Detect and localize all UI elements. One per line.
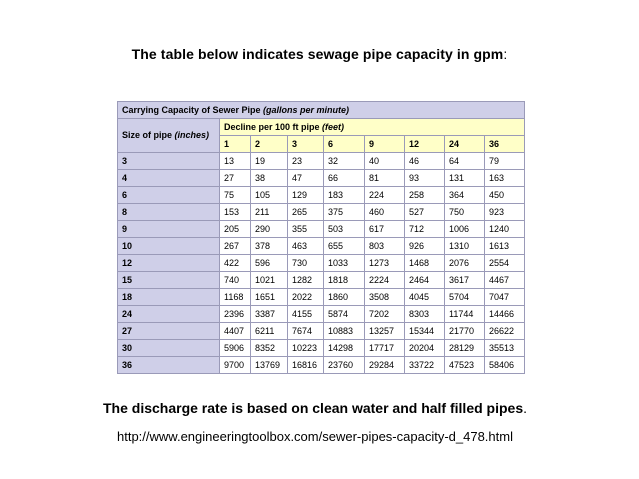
capacity-value-cell: 66 — [324, 170, 365, 187]
capacity-value-cell: 364 — [445, 187, 485, 204]
capacity-value-cell: 3617 — [445, 272, 485, 289]
capacity-value-cell: 375 — [324, 204, 365, 221]
capacity-value-cell: 46 — [405, 153, 445, 170]
capacity-value-cell: 163 — [485, 170, 525, 187]
capacity-value-cell: 1282 — [288, 272, 324, 289]
capacity-value-cell: 183 — [324, 187, 365, 204]
capacity-value-cell: 1468 — [405, 255, 445, 272]
pipe-size-cell: 27 — [118, 323, 220, 340]
pipe-size-cell: 3 — [118, 153, 220, 170]
discharge-note — [0, 400, 630, 416]
capacity-value-cell: 2554 — [485, 255, 525, 272]
heading-text: The table below indicates sewage pipe capacity in gpm — [131, 46, 504, 62]
capacity-value-cell: 6211 — [251, 323, 288, 340]
table-row — [118, 306, 525, 323]
capacity-value-cell: 4045 — [405, 289, 445, 306]
capacity-value-cell: 35513 — [485, 340, 525, 357]
capacity-value-cell: 105 — [251, 187, 288, 204]
capacity-value-cell: 2022 — [288, 289, 324, 306]
decline-column-header: 12 — [405, 136, 445, 153]
capacity-value-cell: 15344 — [405, 323, 445, 340]
capacity-value-cell: 29284 — [365, 357, 405, 374]
capacity-value-cell: 926 — [405, 238, 445, 255]
capacity-value-cell: 23760 — [324, 357, 365, 374]
capacity-value-cell: 1240 — [485, 221, 525, 238]
capacity-value-cell: 4407 — [220, 323, 251, 340]
capacity-value-cell: 153 — [220, 204, 251, 221]
capacity-table — [117, 101, 525, 374]
decline-column-header: 3 — [288, 136, 324, 153]
capacity-value-cell: 224 — [365, 187, 405, 204]
capacity-value-cell: 16816 — [288, 357, 324, 374]
capacity-value-cell: 503 — [324, 221, 365, 238]
table-row — [118, 357, 525, 374]
table-row — [118, 289, 525, 306]
capacity-value-cell: 8303 — [405, 306, 445, 323]
pipe-size-cell: 9 — [118, 221, 220, 238]
table-row — [118, 255, 525, 272]
capacity-value-cell: 712 — [405, 221, 445, 238]
capacity-value-cell: 730 — [288, 255, 324, 272]
capacity-value-cell: 64 — [445, 153, 485, 170]
capacity-value-cell: 617 — [365, 221, 405, 238]
pipe-size-cell: 30 — [118, 340, 220, 357]
capacity-value-cell: 2464 — [405, 272, 445, 289]
pipe-size-cell: 15 — [118, 272, 220, 289]
table-row — [118, 238, 525, 255]
capacity-value-cell: 7202 — [365, 306, 405, 323]
capacity-value-cell: 450 — [485, 187, 525, 204]
capacity-value-cell: 79 — [485, 153, 525, 170]
capacity-value-cell: 3508 — [365, 289, 405, 306]
capacity-value-cell: 422 — [220, 255, 251, 272]
capacity-value-cell: 463 — [288, 238, 324, 255]
capacity-value-cell: 40 — [365, 153, 405, 170]
capacity-value-cell: 1273 — [365, 255, 405, 272]
capacity-value-cell: 4467 — [485, 272, 525, 289]
capacity-value-cell: 1021 — [251, 272, 288, 289]
capacity-value-cell: 460 — [365, 204, 405, 221]
capacity-value-cell: 1006 — [445, 221, 485, 238]
size-header-main: Size of pipe — [122, 130, 175, 140]
capacity-value-cell: 81 — [365, 170, 405, 187]
decline-column-header: 1 — [220, 136, 251, 153]
capacity-value-cell: 4155 — [288, 306, 324, 323]
capacity-value-cell: 129 — [288, 187, 324, 204]
pipe-size-cell: 8 — [118, 204, 220, 221]
capacity-value-cell: 1613 — [485, 238, 525, 255]
capacity-value-cell: 47 — [288, 170, 324, 187]
capacity-value-cell: 7674 — [288, 323, 324, 340]
capacity-value-cell: 58406 — [485, 357, 525, 374]
decline-header-unit: (feet) — [322, 121, 345, 132]
table-title-row — [118, 102, 525, 119]
decline-column-header: 9 — [365, 136, 405, 153]
capacity-value-cell: 1168 — [220, 289, 251, 306]
table-row — [118, 221, 525, 238]
capacity-value-cell: 13769 — [251, 357, 288, 374]
source-url: http://www.engineeringtoolbox.com/sewer-pipes-capacity-d_478.html — [117, 429, 513, 444]
note-text: The discharge rate is based on clean water and half filled pipes — [102, 400, 524, 416]
capacity-value-cell: 655 — [324, 238, 365, 255]
pipe-size-cell: 36 — [118, 357, 220, 374]
capacity-value-cell: 7047 — [485, 289, 525, 306]
decline-column-header: 24 — [445, 136, 485, 153]
capacity-value-cell: 17717 — [365, 340, 405, 357]
capacity-value-cell: 13 — [220, 153, 251, 170]
capacity-value-cell: 10223 — [288, 340, 324, 357]
capacity-value-cell: 1818 — [324, 272, 365, 289]
pipe-size-cell: 10 — [118, 238, 220, 255]
capacity-value-cell: 47523 — [445, 357, 485, 374]
capacity-value-cell: 14298 — [324, 340, 365, 357]
table-row — [118, 272, 525, 289]
capacity-value-cell: 740 — [220, 272, 251, 289]
capacity-value-cell: 27 — [220, 170, 251, 187]
decline-header-row — [118, 119, 525, 136]
decline-column-header: 2 — [251, 136, 288, 153]
capacity-value-cell: 33722 — [405, 357, 445, 374]
table-row — [118, 187, 525, 204]
capacity-value-cell: 527 — [405, 204, 445, 221]
note-suffix: . — [523, 400, 527, 416]
capacity-value-cell: 3387 — [251, 306, 288, 323]
capacity-value-cell: 19 — [251, 153, 288, 170]
pipe-size-cell: 4 — [118, 170, 220, 187]
capacity-value-cell: 23 — [288, 153, 324, 170]
decline-column-header: 6 — [324, 136, 365, 153]
capacity-table-container — [117, 101, 525, 374]
table-title-unit: (gallons per minute) — [263, 104, 350, 115]
heading-suffix: : — [503, 46, 508, 62]
capacity-value-cell: 131 — [445, 170, 485, 187]
page-heading — [0, 46, 639, 62]
capacity-value-cell: 8352 — [251, 340, 288, 357]
capacity-value-cell: 596 — [251, 255, 288, 272]
capacity-value-cell: 32 — [324, 153, 365, 170]
pipe-size-cell: 18 — [118, 289, 220, 306]
decline-column-header: 36 — [485, 136, 525, 153]
capacity-value-cell: 14466 — [485, 306, 525, 323]
decline-header-main: Decline per 100 ft pipe — [224, 121, 323, 132]
pipe-size-cell: 12 — [118, 255, 220, 272]
pipe-size-cell: 6 — [118, 187, 220, 204]
size-column-header — [118, 119, 220, 153]
capacity-value-cell: 1310 — [445, 238, 485, 255]
capacity-value-cell: 290 — [251, 221, 288, 238]
table-row — [118, 340, 525, 357]
capacity-value-cell: 20204 — [405, 340, 445, 357]
table-title — [118, 102, 525, 119]
capacity-value-cell: 378 — [251, 238, 288, 255]
capacity-value-cell: 205 — [220, 221, 251, 238]
capacity-value-cell: 2076 — [445, 255, 485, 272]
capacity-value-cell: 355 — [288, 221, 324, 238]
capacity-value-cell: 265 — [288, 204, 324, 221]
table-row — [118, 323, 525, 340]
capacity-value-cell: 10883 — [324, 323, 365, 340]
table-title-main: Carrying Capacity of Sewer Pipe — [122, 104, 264, 115]
capacity-value-cell: 13257 — [365, 323, 405, 340]
capacity-value-cell: 2396 — [220, 306, 251, 323]
capacity-value-cell: 93 — [405, 170, 445, 187]
table-row — [118, 153, 525, 170]
capacity-value-cell: 803 — [365, 238, 405, 255]
capacity-value-cell: 21770 — [445, 323, 485, 340]
capacity-value-cell: 2224 — [365, 272, 405, 289]
capacity-value-cell: 258 — [405, 187, 445, 204]
capacity-value-cell: 9700 — [220, 357, 251, 374]
capacity-value-cell: 11744 — [445, 306, 485, 323]
decline-header — [220, 119, 525, 136]
capacity-value-cell: 5704 — [445, 289, 485, 306]
capacity-value-cell: 750 — [445, 204, 485, 221]
capacity-value-cell: 75 — [220, 187, 251, 204]
size-header-unit: (inches) — [174, 130, 210, 140]
capacity-value-cell: 267 — [220, 238, 251, 255]
capacity-value-cell: 26622 — [485, 323, 525, 340]
capacity-value-cell: 1860 — [324, 289, 365, 306]
capacity-value-cell: 1033 — [324, 255, 365, 272]
capacity-value-cell: 1651 — [251, 289, 288, 306]
table-row — [118, 170, 525, 187]
capacity-value-cell: 28129 — [445, 340, 485, 357]
capacity-value-cell: 38 — [251, 170, 288, 187]
capacity-value-cell: 5906 — [220, 340, 251, 357]
capacity-value-cell: 923 — [485, 204, 525, 221]
table-row — [118, 204, 525, 221]
capacity-value-cell: 211 — [251, 204, 288, 221]
capacity-value-cell: 5874 — [324, 306, 365, 323]
pipe-size-cell: 24 — [118, 306, 220, 323]
